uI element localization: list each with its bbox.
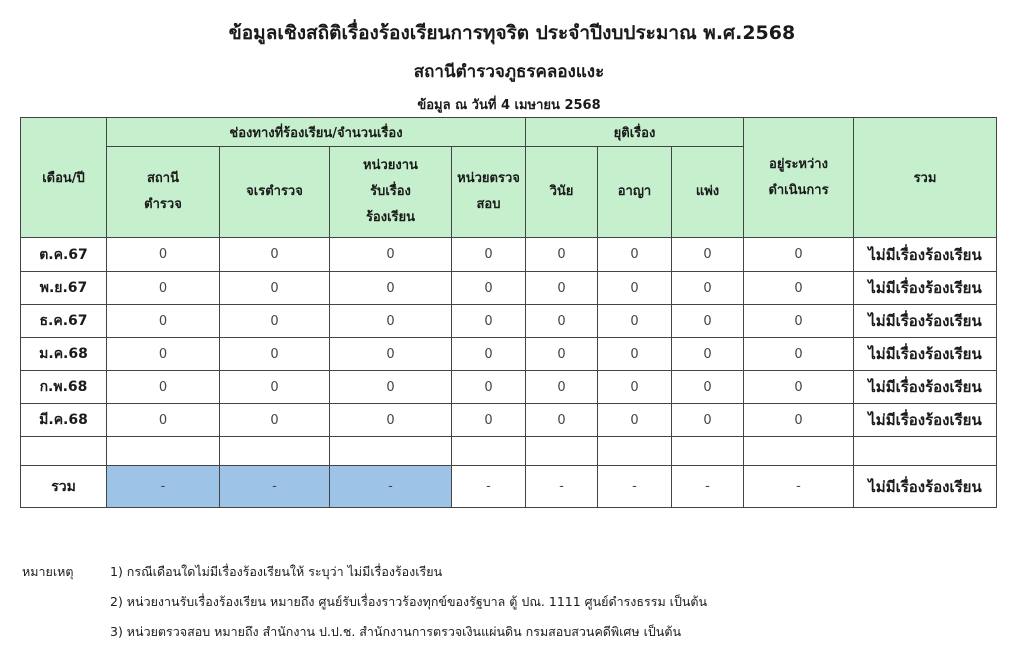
cell-total: ไม่มีเรื่องร้องเรียน xyxy=(854,272,997,305)
cell-channel-station: 0 xyxy=(107,272,220,305)
cell-total: ไม่มีเรื่องร้องเรียน xyxy=(854,338,997,371)
header-channel-agency: หน่วยงานรับเรื่องร้องเรียน xyxy=(330,147,452,238)
header-row-1 xyxy=(21,118,997,147)
table-row xyxy=(21,305,997,338)
table-row xyxy=(21,404,997,437)
cell-resolved-discipline: 0 xyxy=(526,371,598,404)
cell-in-progress: 0 xyxy=(744,305,854,338)
note-item: 2) หน่วยงานรับเรื่องร้องเรียน หมายถึง ศูนย์รับเรื่องราวร้องทุกข์ของรัฐบาล ตู้ ปณ. 1111 ศูนย์ดำรงธรรม เป็นต้น xyxy=(110,594,708,609)
cell-channel-officer: 0 xyxy=(220,305,330,338)
cell-resolved-discipline: 0 xyxy=(526,404,598,437)
header-resolved-group: ยุติเรื่อง xyxy=(526,118,744,147)
cell-in-progress: 0 xyxy=(744,272,854,305)
header-channels-group: ช่องทางที่ร้องเรียน/จำนวนเรื่อง xyxy=(107,118,526,147)
blank-cell xyxy=(744,437,854,466)
cell-resolved-civil: 0 xyxy=(672,272,744,305)
cell-channel-station: 0 xyxy=(107,238,220,272)
header-resolved-discipline: วินัย xyxy=(526,147,598,238)
cell-in-progress: 0 xyxy=(744,404,854,437)
cell-resolved-civil: 0 xyxy=(672,305,744,338)
cell-channel-agency: 0 xyxy=(330,404,452,437)
row-month: ต.ค.67 xyxy=(21,238,107,272)
summary-in-progress: - xyxy=(744,466,854,508)
cell-channel-officer: 0 xyxy=(220,404,330,437)
cell-resolved-criminal: 0 xyxy=(598,305,672,338)
cell-resolved-civil: 0 xyxy=(672,371,744,404)
cell-channel-station: 0 xyxy=(107,338,220,371)
cell-resolved-civil: 0 xyxy=(672,338,744,371)
complaint-stats-table xyxy=(20,117,997,508)
summary-channel-station: - xyxy=(107,466,220,508)
cell-resolved-criminal: 0 xyxy=(598,404,672,437)
header-resolved-civil: แพ่ง xyxy=(672,147,744,238)
summary-resolved-discipline: - xyxy=(526,466,598,508)
summary-row xyxy=(21,466,997,508)
cell-in-progress: 0 xyxy=(744,238,854,272)
header-channel-station: สถานีตำรวจ xyxy=(107,147,220,238)
cell-channel-station: 0 xyxy=(107,305,220,338)
cell-resolved-criminal: 0 xyxy=(598,371,672,404)
cell-channel-officer: 0 xyxy=(220,338,330,371)
cell-channel-agency: 0 xyxy=(330,338,452,371)
cell-resolved-discipline: 0 xyxy=(526,305,598,338)
cell-channel-station: 0 xyxy=(107,371,220,404)
cell-channel-audit: 0 xyxy=(452,305,526,338)
row-month: พ.ย.67 xyxy=(21,272,107,305)
summary-channel-audit[interactable]: - xyxy=(452,466,526,508)
cell-total: ไม่มีเรื่องร้องเรียน xyxy=(854,404,997,437)
cell-channel-audit: 0 xyxy=(452,371,526,404)
table-row xyxy=(21,238,997,272)
blank-cell xyxy=(107,437,220,466)
data-date: ข้อมูล ณ วันที่ 4 เมษายน 2568 xyxy=(417,98,601,113)
cell-channel-agency: 0 xyxy=(330,305,452,338)
cell-channel-audit: 0 xyxy=(452,238,526,272)
blank-cell xyxy=(526,437,598,466)
blank-cell xyxy=(330,437,452,466)
cell-channel-audit: 0 xyxy=(452,404,526,437)
header-in-progress: อยู่ระหว่างดำเนินการ xyxy=(744,118,854,238)
header-resolved-criminal: อาญา xyxy=(598,147,672,238)
header-total: รวม xyxy=(854,118,997,238)
header-month-year: เดือน/ปี xyxy=(21,118,107,238)
cell-resolved-criminal: 0 xyxy=(598,272,672,305)
row-month: มี.ค.68 xyxy=(21,404,107,437)
cell-total: ไม่มีเรื่องร้องเรียน xyxy=(854,371,997,404)
station-name: สถานีตำรวจภูธรคลองแงะ xyxy=(413,62,605,82)
note-item: 3) หน่วยตรวจสอบ หมายถึง สำนักงาน ป.ป.ช. สำนักงานการตรวจเงินแผ่นดิน กรมสอบสวนคดีพิเศษ เป็นต้น xyxy=(110,624,681,639)
summary-label: รวม xyxy=(21,466,107,508)
summary-channel-officer: - xyxy=(220,466,330,508)
summary-resolved-civil: - xyxy=(672,466,744,508)
note-item: 1) กรณีเดือนใดไม่มีเรื่องร้องเรียนให้ ระบุว่า ไม่มีเรื่องร้องเรียน xyxy=(110,564,443,579)
cell-resolved-civil: 0 xyxy=(672,238,744,272)
table-row xyxy=(21,272,997,305)
cell-channel-audit: 0 xyxy=(452,338,526,371)
cell-resolved-discipline: 0 xyxy=(526,272,598,305)
header-channel-officer: จเรตำรวจ xyxy=(220,147,330,238)
row-month: ก.พ.68 xyxy=(21,371,107,404)
blank-cell xyxy=(220,437,330,466)
notes-label: หมายเหตุ xyxy=(22,564,74,579)
blank-row xyxy=(21,437,997,466)
cell-channel-officer: 0 xyxy=(220,238,330,272)
cell-total: ไม่มีเรื่องร้องเรียน xyxy=(854,238,997,272)
blank-cell xyxy=(672,437,744,466)
cell-resolved-discipline: 0 xyxy=(526,338,598,371)
summary-channel-agency: - xyxy=(330,466,452,508)
cell-channel-agency: 0 xyxy=(330,238,452,272)
header-channel-audit: หน่วยตรวจสอบ xyxy=(452,147,526,238)
table-row xyxy=(21,338,997,371)
cell-channel-audit: 0 xyxy=(452,272,526,305)
summary-total: ไม่มีเรื่องร้องเรียน xyxy=(854,466,997,508)
cell-in-progress: 0 xyxy=(744,338,854,371)
row-month: ธ.ค.67 xyxy=(21,305,107,338)
cell-total: ไม่มีเรื่องร้องเรียน xyxy=(854,305,997,338)
summary-resolved-criminal: - xyxy=(598,466,672,508)
cell-resolved-criminal: 0 xyxy=(598,338,672,371)
blank-cell xyxy=(452,437,526,466)
cell-channel-agency: 0 xyxy=(330,272,452,305)
cell-channel-station: 0 xyxy=(107,404,220,437)
cell-resolved-civil: 0 xyxy=(672,404,744,437)
blank-cell xyxy=(21,437,107,466)
cell-channel-officer: 0 xyxy=(220,272,330,305)
report-title: ข้อมูลเชิงสถิติเรื่องร้องเรียนการทุจริต ประจำปีงบประมาณ พ.ศ.2568 xyxy=(228,22,796,44)
cell-in-progress: 0 xyxy=(744,371,854,404)
table-row xyxy=(21,371,997,404)
cell-channel-officer: 0 xyxy=(220,371,330,404)
blank-cell xyxy=(854,437,997,466)
cell-channel-agency: 0 xyxy=(330,371,452,404)
cell-resolved-discipline: 0 xyxy=(526,238,598,272)
blank-cell xyxy=(598,437,672,466)
cell-resolved-criminal: 0 xyxy=(598,238,672,272)
row-month: ม.ค.68 xyxy=(21,338,107,371)
